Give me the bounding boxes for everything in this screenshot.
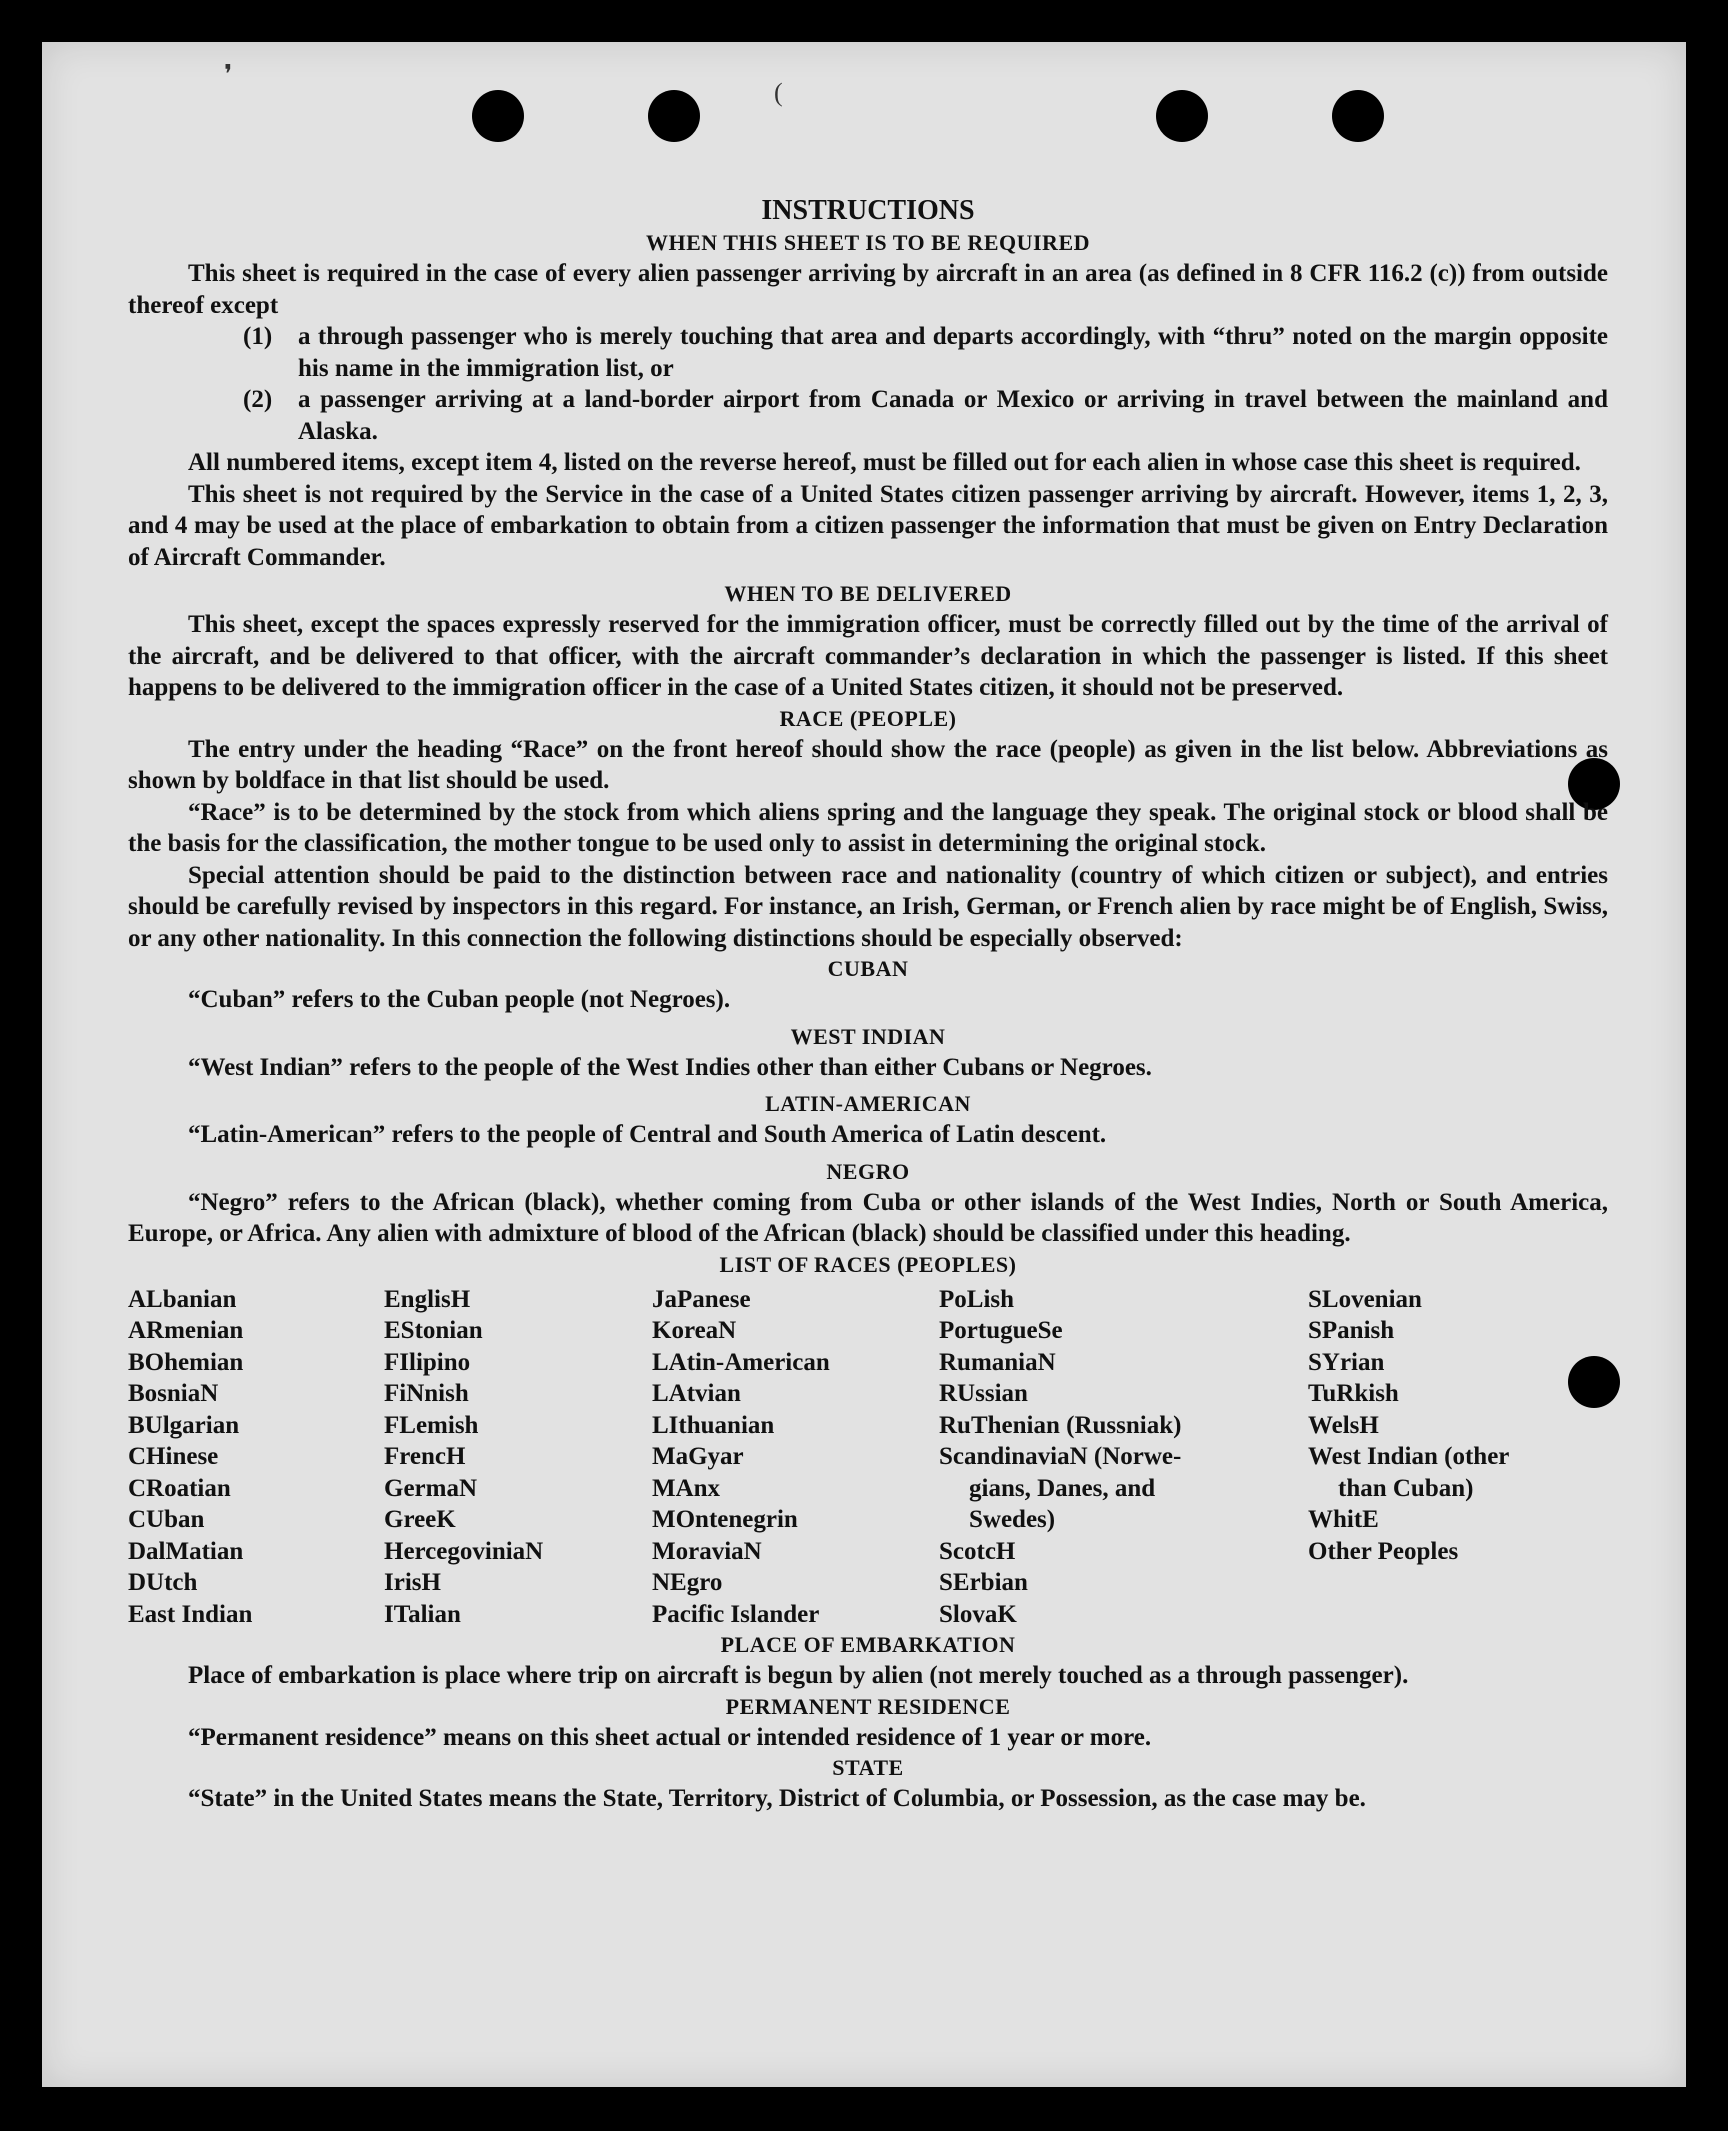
embarkation-para: Place of embarkation is place where trip on aircraft is begun by alien (not merely touched as a through passenger). [188, 1662, 1409, 1689]
race-item: FIlipino [384, 1348, 471, 1376]
race-item: LIthuanian [652, 1411, 775, 1439]
race-item: GreeK [384, 1506, 456, 1533]
ink-mark: ❜ [224, 60, 233, 89]
race-item-continued: than Cuban) [1338, 1474, 1474, 1502]
state-para: “State” in the United States means the State, Territory, District of Columbia, or Possession, as the case may be. [188, 1785, 1366, 1812]
heading-races-list: LIST OF RACES (PEOPLES) [719, 1251, 1017, 1277]
race-item: JaPanese [652, 1285, 751, 1313]
race-item: EStonian [384, 1317, 483, 1344]
race-para-2: “Race” is to be determined by the stock from which aliens spring and the language they speak. The original stock or blood shall be the basis for the classification, the mother tongue to be used only to assist in determining the original stock. [128, 798, 1608, 857]
race-item: SlovaK [939, 1600, 1017, 1628]
heading-delivered: WHEN TO BE DELIVERED [724, 581, 1012, 606]
punch-hole [1332, 90, 1384, 142]
race-item: SPanish [1308, 1317, 1395, 1344]
negro-para: “Negro” refers to the African (black), whether coming from Cuba or other islands of the West Indies, North or South America, Europe, or Africa. Any alien with admixture of blood of the African (black) should be classified under this heading. [128, 1188, 1608, 1247]
race-item-continued: gians, Danes, and [969, 1474, 1156, 1502]
exception-number: (1) [243, 323, 273, 350]
race-item: KoreaN [652, 1317, 737, 1344]
race-para-3: Special attention should be paid to the distinction between race and nationality (country of which citizen or subject), and entries should be carefully revised by inspectors in this regard. For instance, an Irish, German, or French alien by race might be of English, Swiss, or any other nationality. In this connection the following distinctions should be especially observed: [128, 861, 1608, 952]
race-item: MAnx [652, 1474, 721, 1502]
race-item: Other Peoples [1308, 1537, 1459, 1565]
race-para-1: The entry under the heading “Race” on the front hereof should show the race (people) as given in the list below. Abbreviations as shown by boldface in that list should be used. [128, 735, 1608, 794]
heading-required: WHEN THIS SHEET IS TO BE REQUIRED [645, 230, 1091, 255]
race-item: SLovenian [1308, 1285, 1422, 1313]
cuban-para: “Cuban” refers to the Cuban people (not Negroes). [188, 986, 731, 1013]
heading-embarkation: PLACE OF EMBARKATION [720, 1632, 1016, 1657]
race-item: East Indian [128, 1600, 253, 1628]
race-item: West Indian (other [1308, 1443, 1510, 1470]
race-item: WhitE [1308, 1506, 1379, 1533]
race-item: MaGyar [652, 1443, 744, 1470]
races-column-5 [1308, 1284, 1608, 1631]
document-sheet [42, 42, 1686, 2087]
west-indian-para: “West Indian” refers to the people of the West Indies other than either Cubans or Negroes. [188, 1053, 1152, 1081]
race-item: WelsH [1308, 1411, 1379, 1439]
exception-text: a passenger arriving at a land-border airport from Canada or Mexico or arriving in travel between the mainland and Alaska. [298, 386, 1608, 445]
race-item-continued: Swedes) [969, 1506, 1056, 1533]
required-para-2: All numbered items, except item 4, listed on the reverse hereof, must be filled out for each alien in whose case this sheet is required. [188, 449, 1581, 476]
race-item: ITalian [384, 1600, 461, 1628]
race-item: IrisH [384, 1569, 441, 1596]
residence-para: “Permanent residence” means on this sheet actual or intended residence of 1 year or more. [188, 1723, 1152, 1751]
race-item: TuRkish [1308, 1380, 1399, 1407]
heading-residence: PERMANENT RESIDENCE [725, 1693, 1011, 1719]
required-intro: This sheet is required in the case of every alien passenger arriving by aircraft in an area (as defined in 8 CFR 116.2 (c)) from outside thereof except [128, 260, 1608, 319]
race-item: RUssian [939, 1380, 1028, 1407]
race-item: Pacific Islander [652, 1600, 820, 1628]
races-column-4 [939, 1284, 1308, 1631]
races-column-2 [384, 1284, 652, 1631]
punch-hole [472, 90, 524, 142]
race-item: RumaniaN [939, 1348, 1056, 1376]
race-item: GermaN [384, 1474, 478, 1502]
race-item: CUban [128, 1506, 205, 1533]
exception-number: (2) [243, 386, 273, 413]
punch-hole [1156, 90, 1208, 142]
heading-negro: NEGRO [826, 1158, 910, 1184]
race-item: DUtch [128, 1569, 198, 1596]
race-item: BOhemian [128, 1348, 244, 1376]
heading-cuban: CUBAN [827, 956, 909, 981]
race-item: LAtin-American [652, 1348, 830, 1376]
race-item: CHinese [128, 1443, 219, 1470]
race-item: BUlgarian [128, 1411, 240, 1439]
race-item: LAtvian [652, 1380, 741, 1407]
heading-latin-american: LATIN-AMERICAN [765, 1091, 971, 1116]
race-item: ALbanian [128, 1285, 237, 1313]
race-item: FiNnish [384, 1380, 469, 1407]
race-item: SYrian [1308, 1348, 1385, 1376]
race-item: FLemish [384, 1411, 479, 1439]
heading-west-indian: WEST INDIAN [790, 1023, 946, 1049]
race-item: FrencH [384, 1443, 466, 1470]
race-item: DalMatian [128, 1537, 244, 1565]
race-item: ScotcH [939, 1537, 1016, 1565]
races-column-3 [652, 1284, 939, 1631]
race-item: ScandinaviaN (Norwe- [939, 1443, 1182, 1470]
race-item: NEgro [652, 1569, 723, 1596]
race-item: MoraviaN [652, 1537, 762, 1565]
instructions-body [128, 150, 1608, 1815]
punch-hole [648, 90, 700, 142]
exception-text: a through passenger who is merely touching that area and departs accordingly, with “thru” noted on the margin opposite his name in the immigration list, or [298, 323, 1608, 382]
exception-item-1 [243, 321, 1608, 384]
exception-item-2 [243, 384, 1608, 447]
required-para-3: This sheet is not required by the Service in the case of a United States citizen passenger arriving by aircraft. However, items 1, 2, 3, and 4 may be used at the place of embarkation to obtain from a citizen passenger the information that must be given on Entry Declaration of Aircraft Commander. [128, 480, 1608, 571]
delivered-para: This sheet, except the spaces expressly reserved for the immigration officer, must be correctly filled out by the time of the arrival of the aircraft, and be delivered to that officer, with the aircraft commander’s declaration in which the passenger is listed. If this sheet happens to be delivered to the immigration officer in the case of a United States citizen, it should not be preserved. [128, 611, 1608, 701]
race-item: PoLish [939, 1285, 1015, 1313]
ink-mark: ( [774, 78, 783, 107]
races-list [128, 1284, 1608, 1631]
race-item: MOntenegrin [652, 1506, 798, 1533]
race-item: SErbian [939, 1569, 1028, 1596]
heading-state: STATE [832, 1755, 904, 1780]
race-item: CRoatian [128, 1474, 231, 1502]
page-title: INSTRUCTIONS [761, 195, 975, 226]
heading-race: RACE (PEOPLE) [779, 705, 957, 731]
race-item: PortugueSe [939, 1317, 1063, 1344]
race-item: BosniaN [128, 1380, 219, 1407]
race-item: HercegoviniaN [384, 1537, 544, 1565]
race-item: RuThenian (Russniak) [939, 1411, 1182, 1439]
races-column-1 [128, 1284, 384, 1631]
race-item: ARmenian [128, 1317, 244, 1344]
race-item: EnglisH [384, 1285, 471, 1313]
latin-american-para: “Latin-American” refers to the people of Central and South America of Latin descent. [188, 1121, 1107, 1148]
